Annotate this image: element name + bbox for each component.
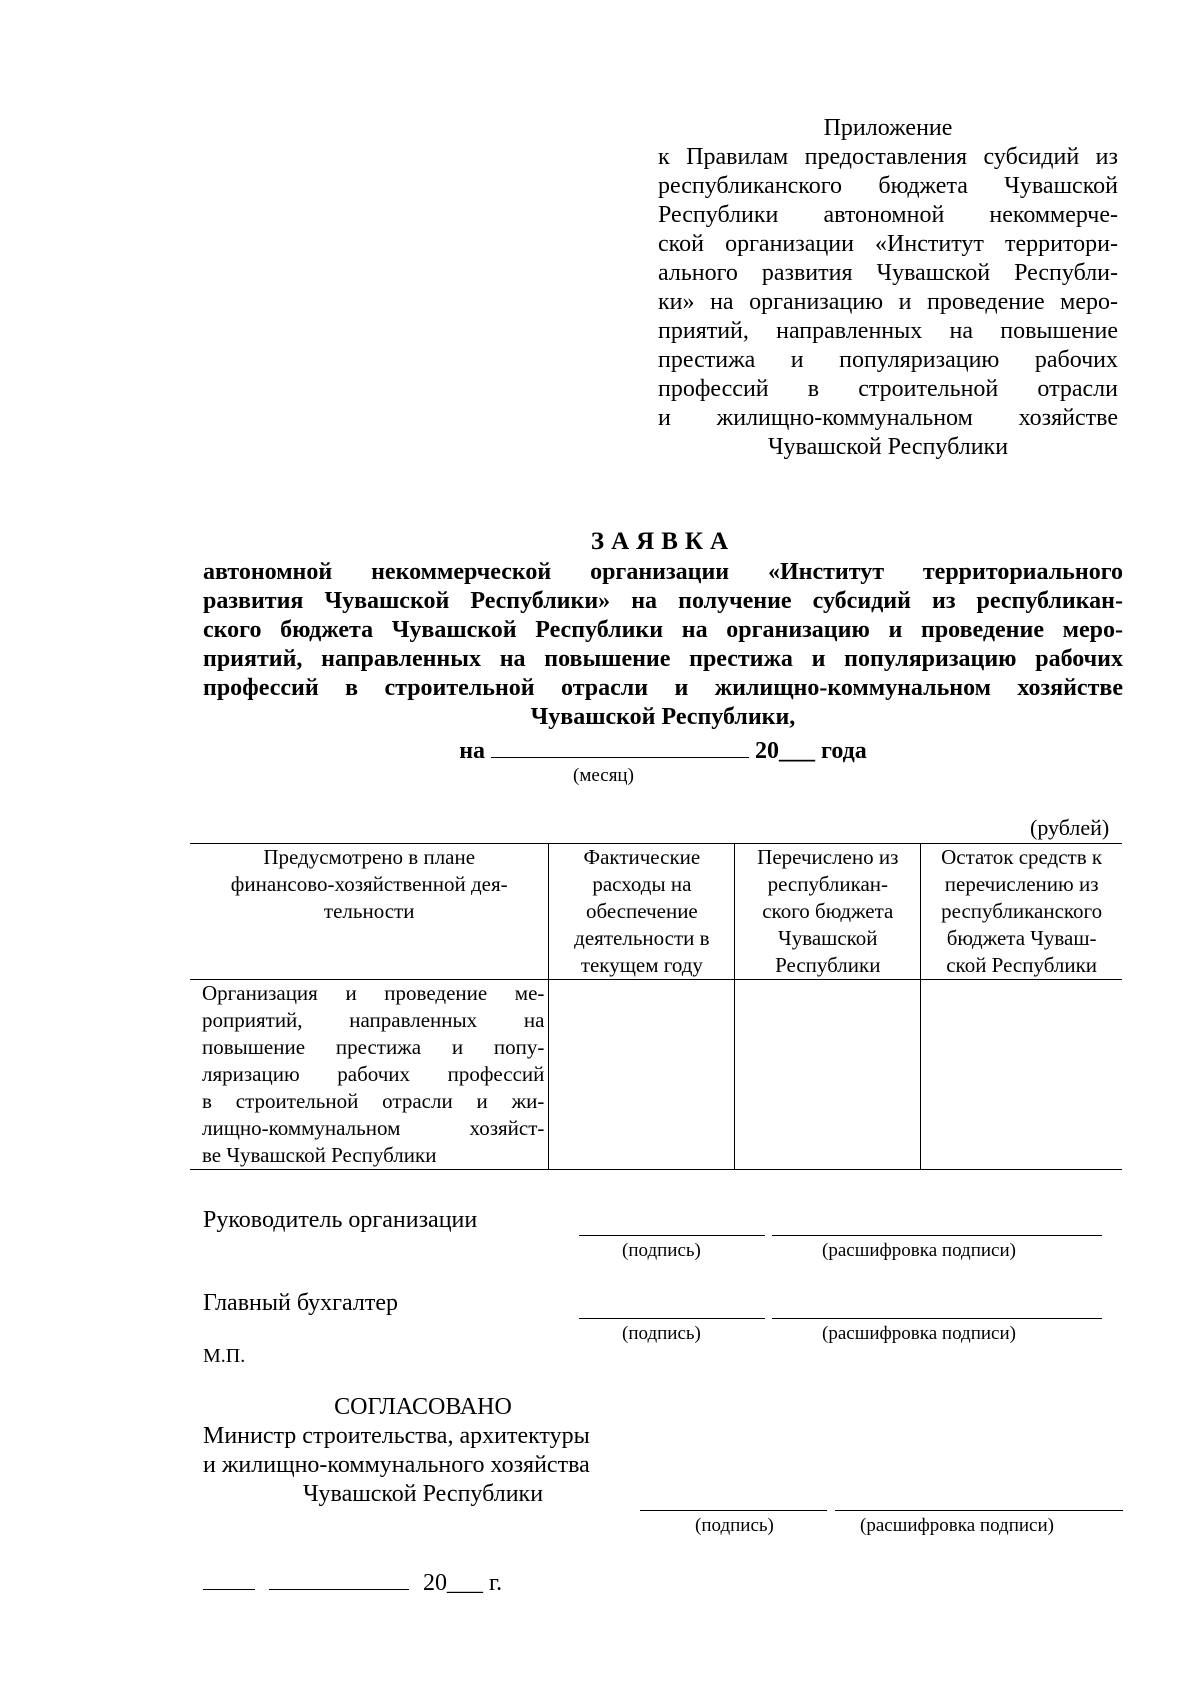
appendix-line: профессий в строительной отрасли bbox=[658, 376, 1118, 402]
appendix-line: Чувашской Республики bbox=[767, 434, 1009, 460]
header-line: республикан- bbox=[767, 872, 889, 896]
header-line: перечислению из bbox=[944, 872, 1099, 896]
header-line: Фактические bbox=[583, 845, 701, 869]
approval-decode-line[interactable] bbox=[835, 1510, 1123, 1511]
units-label: (рублей) bbox=[1030, 815, 1110, 840]
appendix-block bbox=[658, 114, 1118, 462]
appendix-line: приятий, направленных на повышение bbox=[658, 318, 1118, 344]
table-header-cell bbox=[735, 844, 921, 980]
heading-line: Чувашской Республики, bbox=[530, 704, 796, 730]
appendix-line: ской организации «Институт территори- bbox=[658, 231, 1118, 257]
appendix-line: республиканского бюджета Чувашской bbox=[658, 173, 1118, 199]
month-blank[interactable] bbox=[269, 1565, 409, 1590]
appendix-line: ки» на организацию и проведение меро- bbox=[658, 289, 1118, 315]
heading-line: профессий в строительной отрасли и жилищно-коммунальном хозяйстве bbox=[203, 675, 1123, 701]
table-row bbox=[190, 980, 1122, 1170]
approval-line: и жилищно-коммунального хозяйства bbox=[203, 1452, 590, 1478]
approval-line: Чувашской Республики bbox=[302, 1481, 544, 1507]
header-line: расходы на bbox=[592, 872, 692, 896]
head-label: Руководитель организации bbox=[203, 1207, 478, 1233]
date-line bbox=[203, 1565, 502, 1597]
header-line: ского бюджета bbox=[762, 899, 894, 923]
accountant-decode-line[interactable] bbox=[772, 1318, 1102, 1319]
header-line: Остаток средств к bbox=[941, 845, 1103, 869]
table-header-cell bbox=[549, 844, 735, 980]
table-header-cell bbox=[921, 844, 1122, 980]
decode-caption: (расшифровка подписи) bbox=[822, 1240, 1016, 1261]
signature-caption: (подпись) bbox=[622, 1323, 701, 1344]
approval-signature-line[interactable] bbox=[640, 1510, 827, 1511]
heading-line: ского бюджета Чувашской Республики на организацию и проведение меро- bbox=[203, 617, 1123, 643]
period-year: 20___ года bbox=[755, 738, 867, 764]
application-heading bbox=[203, 527, 1123, 732]
date-year: 20___ г. bbox=[423, 1570, 503, 1596]
table-cell-actual[interactable] bbox=[549, 980, 735, 1170]
decode-caption: (расшифровка подписи) bbox=[860, 1515, 1054, 1536]
head-decode-line[interactable] bbox=[772, 1235, 1102, 1236]
appendix-title: Приложение bbox=[823, 115, 953, 141]
month-blank[interactable] bbox=[491, 733, 749, 758]
header-line: обеспечение bbox=[585, 899, 698, 923]
approval-line: Министр строительства, архитектуры bbox=[203, 1423, 590, 1449]
table-cell-remaining[interactable] bbox=[921, 980, 1122, 1170]
header-line: бюджета Чуваш- bbox=[946, 926, 1097, 950]
period-prefix: на bbox=[459, 738, 486, 764]
appendix-line: Республики автономной некоммерче- bbox=[658, 202, 1118, 228]
day-blank[interactable] bbox=[203, 1565, 255, 1590]
row-line: Организация и проведение ме- bbox=[202, 981, 545, 1005]
header-line: Чувашской bbox=[778, 926, 878, 950]
period-line bbox=[203, 733, 1123, 765]
table-header-row bbox=[190, 844, 1122, 980]
accountant-signature-line[interactable] bbox=[579, 1318, 765, 1319]
table-row-label bbox=[190, 980, 549, 1170]
accountant-label: Главный бухгалтер bbox=[203, 1290, 398, 1316]
application-title: ЗАЯВКА bbox=[590, 528, 736, 555]
approval-title: СОГЛАСОВАНО bbox=[334, 1394, 512, 1420]
header-line: Перечислено из bbox=[757, 845, 899, 869]
month-caption: (месяц) bbox=[573, 765, 634, 786]
head-signature-line[interactable] bbox=[579, 1235, 765, 1236]
header-line: Предусмотрено в плане bbox=[263, 845, 476, 869]
row-line: ляризацию рабочих профессий bbox=[202, 1062, 545, 1086]
stamp-placeholder: М.П. bbox=[203, 1345, 246, 1367]
financial-table bbox=[190, 843, 1122, 1170]
header-line: ской Республики bbox=[946, 953, 1098, 977]
table-header-cell bbox=[190, 844, 549, 980]
header-line: финансово-хозяйственной дея- bbox=[230, 872, 508, 896]
row-line: роприятий, направленных на bbox=[202, 1008, 545, 1032]
table-cell-transferred[interactable] bbox=[735, 980, 921, 1170]
approval-block bbox=[203, 1393, 643, 1509]
header-line: деятельности в bbox=[574, 926, 710, 950]
decode-caption: (расшифровка подписи) bbox=[822, 1323, 1016, 1344]
heading-line: развития Чувашской Республики» на получение субсидий из республикан- bbox=[203, 588, 1123, 614]
header-line: тельности bbox=[323, 899, 415, 923]
row-line: ве Чувашской Республики bbox=[202, 1143, 437, 1167]
header-line: республиканского bbox=[941, 899, 1103, 923]
row-line: повышение престижа и попу- bbox=[202, 1035, 545, 1059]
row-line: лищно-коммунальном хозяйст- bbox=[202, 1116, 545, 1140]
appendix-line: к Правилам предоставления субсидий из bbox=[658, 144, 1118, 170]
heading-line: приятий, направленных на повышение престижа и популяризацию рабочих bbox=[203, 646, 1123, 672]
heading-line: автономной некоммерческой организации «Институт территориального bbox=[203, 559, 1123, 585]
signature-caption: (подпись) bbox=[695, 1515, 774, 1536]
header-line: текущем году bbox=[580, 953, 703, 977]
signature-caption: (подпись) bbox=[622, 1240, 701, 1261]
row-line: в строительной отрасли и жи- bbox=[202, 1089, 545, 1113]
appendix-line: и жилищно-коммунальном хозяйстве bbox=[658, 405, 1118, 431]
header-line: Республики bbox=[775, 953, 881, 977]
appendix-line: престижа и популяризацию рабочих bbox=[658, 347, 1118, 373]
appendix-line: ального развития Чувашской Республи- bbox=[658, 260, 1118, 286]
